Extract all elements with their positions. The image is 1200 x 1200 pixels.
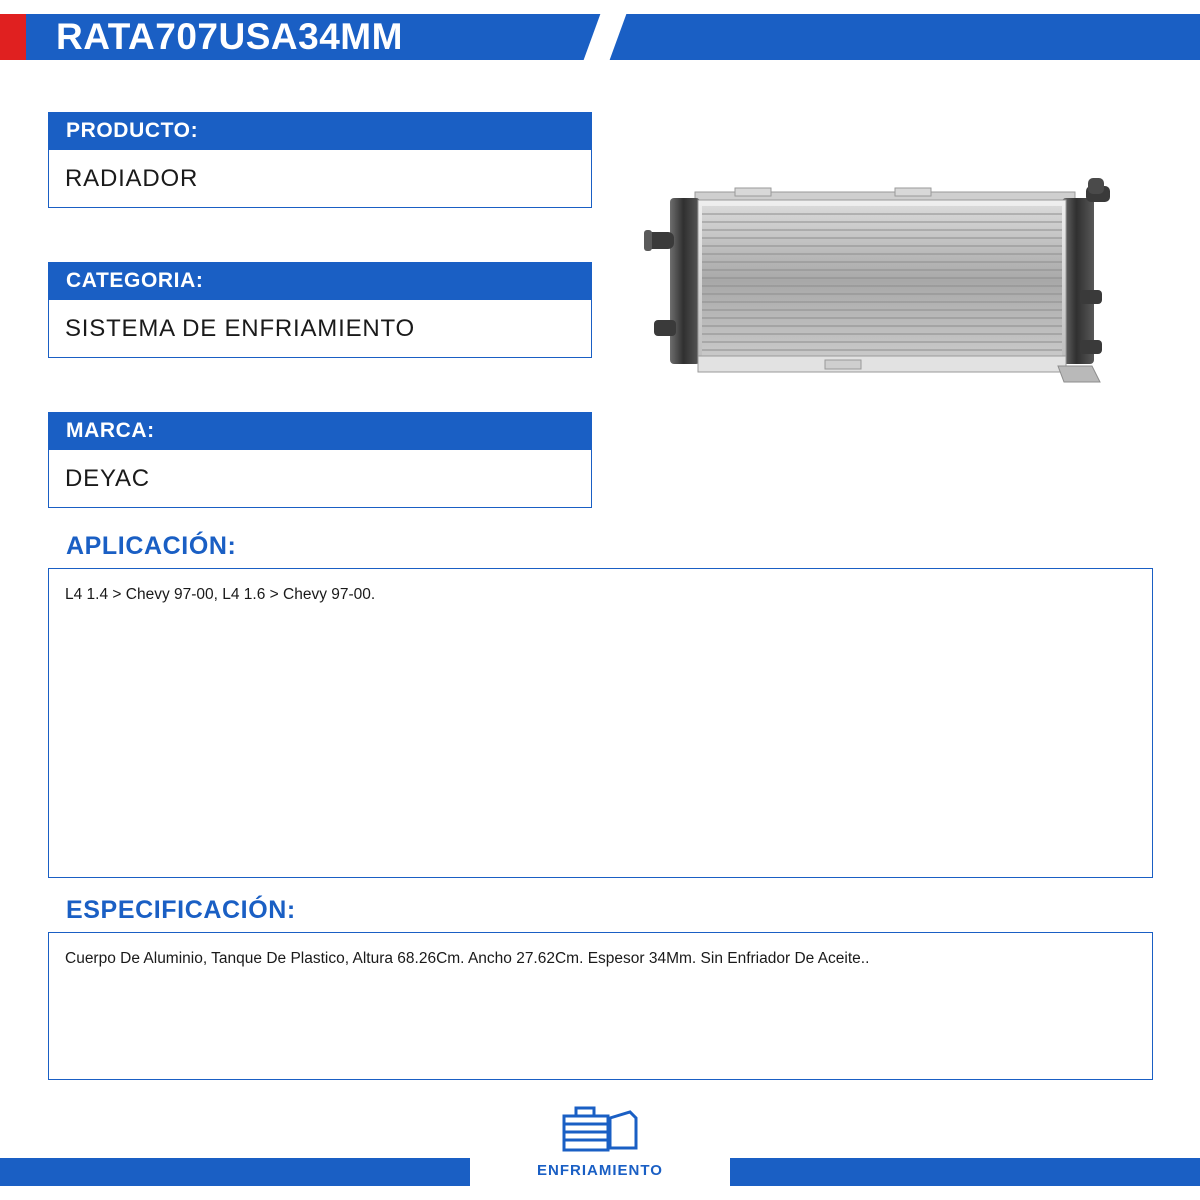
field-producto-label: PRODUCTO: [48,112,592,150]
product-image [640,170,1140,410]
field-categoria-label: CATEGORIA: [48,262,592,300]
aplicacion-text: L4 1.4 > Chevy 97-00, L4 1.6 > Chevy 97-00. [65,586,376,603]
especificacion-text: Cuerpo De Aluminio, Tanque De Plastico, Altura 68.26Cm. Ancho 27.62Cm. Espesor 34Mm. Sin Enfriador De Aceite.. [65,950,870,967]
footer-bar-left [0,1158,470,1186]
radiator-fan-icon [558,1102,642,1164]
field-producto-value: RADIADOR [48,150,592,208]
header-blue-bar-right [610,14,1200,60]
field-marca [48,412,592,508]
aplicacion-box [48,568,1153,878]
especificacion-title: ESPECIFICACIÓN: [66,896,296,924]
field-producto [48,112,592,208]
page-footer [0,1158,1200,1200]
page-title: RATA707USA34MM [56,16,403,57]
field-categoria [48,262,592,358]
field-marca-value: DEYAC [48,450,592,508]
page-header [0,0,1200,62]
radiator-illustration [640,170,1140,410]
especificacion-box [48,932,1153,1080]
footer-label: ENFRIAMIENTO [537,1162,663,1179]
field-marca-label: MARCA: [48,412,592,450]
footer-bar-right [730,1158,1200,1186]
aplicacion-title: APLICACIÓN: [66,532,237,560]
field-categoria-value: SISTEMA DE ENFRIAMIENTO [48,300,592,358]
